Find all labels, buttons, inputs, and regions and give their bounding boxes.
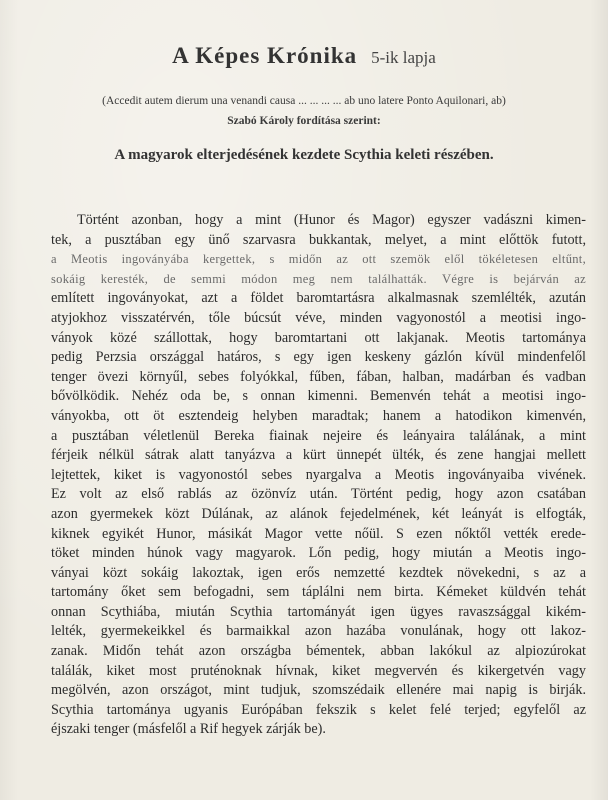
text-line: éjszaki tenger (másfelől a Rif hegyek zárják be). bbox=[51, 721, 326, 738]
text-line: a pusztában véletlenül Bereka fiainak nejeire és leányaira találának, a mint bbox=[51, 427, 586, 444]
text-line: találák, kiket most pruténoknak hívnak, kiket megvervén és kikergetvén vagy bbox=[51, 662, 586, 679]
section-subtitle: A magyarok elterjedésének kezdete Scythia keleti részében. bbox=[114, 147, 494, 163]
body-text bbox=[51, 211, 586, 740]
text-line: azon gyermekek közt Dúlának, az alánok fejedelmének, két leányát is elfogták, bbox=[51, 505, 586, 522]
translation-note: Szabó Károly fordítása szerint: bbox=[227, 115, 381, 127]
text-line: bővölködik. Nehéz oda be, s onnan kimenni. Bemenvén tehát a meotisi ingo- bbox=[51, 388, 586, 405]
text-line: tartomány őket sem befogadni, sem táplálni nem birta. Kémeket küldvén tehát bbox=[51, 584, 586, 601]
text-line: Ez volt az első rablás az özönvíz után. Történt pedig, hogy azon csatában bbox=[51, 486, 586, 503]
text-line: megölvén, azon országot, mint tudjuk, szomszédaik ellenére mai napig is birják. bbox=[51, 682, 586, 699]
text-line: lelték, gyermekeikkel és barmaikkal azon hazába vonulának, hogy ott lakoz- bbox=[51, 623, 586, 640]
latin-quote: (Accedit autem dierum una venandi causa ... ... ... ... ab uno latere Ponto Aquilonari, ab) bbox=[102, 95, 506, 107]
text-line: kiknek egyikét Hunor, másikát Magor vette nőül. S ezen nőktől vették erede- bbox=[51, 525, 586, 542]
page-label: 5-ik lapja bbox=[371, 48, 436, 67]
text-line: zanak. Midőn tehát azon országba bémentek, abban lakókul az alpiozúrokat bbox=[51, 643, 586, 660]
text-line: tek, a pusztában egy ünő szarvasra bukkantak, melyet, a mint előttök futott, bbox=[51, 231, 586, 248]
text-line: töket minden húnok vagy magyarok. Lőn pedig, hogy miután a Meotis ingo- bbox=[51, 545, 586, 562]
text-line: említett ingoványokat, azt a földet baromtartásra alkalmasnak szemlélték, azután bbox=[51, 290, 586, 307]
text-line: lejtettek, kiket is vagyonostól sebes nyargalva a Meotis ingoványaiba vivének. bbox=[51, 466, 586, 483]
text-line: ványai közt sokáig lakoztak, igen erős nemzetté kezdtek növekedni, s az a bbox=[51, 564, 586, 581]
text-line: tenger övezi környűl, sebes folyókkal, fűben, fában, halban, madárban és vadban bbox=[51, 368, 586, 385]
text-line: pedig Perzsia országgal határos, s egy igen keskeny gázlón kívül mindenfelől bbox=[51, 349, 586, 366]
text-line: sokáig keresték, de semmi módon meg nem találhatták. Végre is bejárván az bbox=[51, 271, 586, 286]
text-line: ványokba, ott öt esztendeig helyben maradtak; hanem a hatodikon kimenvén, bbox=[51, 407, 586, 424]
text-line: ványok közé szállottak, hogy baromtartani ott lakjanak. Meotis tartománya bbox=[51, 329, 586, 346]
text-line: férjeik nélkül sátrak alatt tanyázva a kürt ünnepét ülték, és zene hangjai mellett bbox=[51, 447, 586, 464]
text-line: a Meotis ingoványába kergettek, s midőn az ott szemök elől tökéletesen eltűnt, bbox=[51, 252, 586, 267]
text-line: onnan Scythiába, miután Scythia tartományát igen ügyes ravaszsággal kikém- bbox=[51, 603, 586, 620]
text-line: atyjokhoz visszatérvén, tőle búcsút véve, minden vagyonostól a meotisi ingo- bbox=[51, 309, 586, 326]
text-line: Történt azonban, hogy a mint (Hunor és Magor) egyszer vadászni kimen- bbox=[77, 212, 586, 228]
title-row bbox=[0, 43, 608, 69]
text-line: Scythia tartománya ugyanis Európában fekszik s kelet felé terjed; egyfelől az bbox=[51, 701, 586, 718]
document-title: A Képes Krónika bbox=[172, 43, 358, 68]
